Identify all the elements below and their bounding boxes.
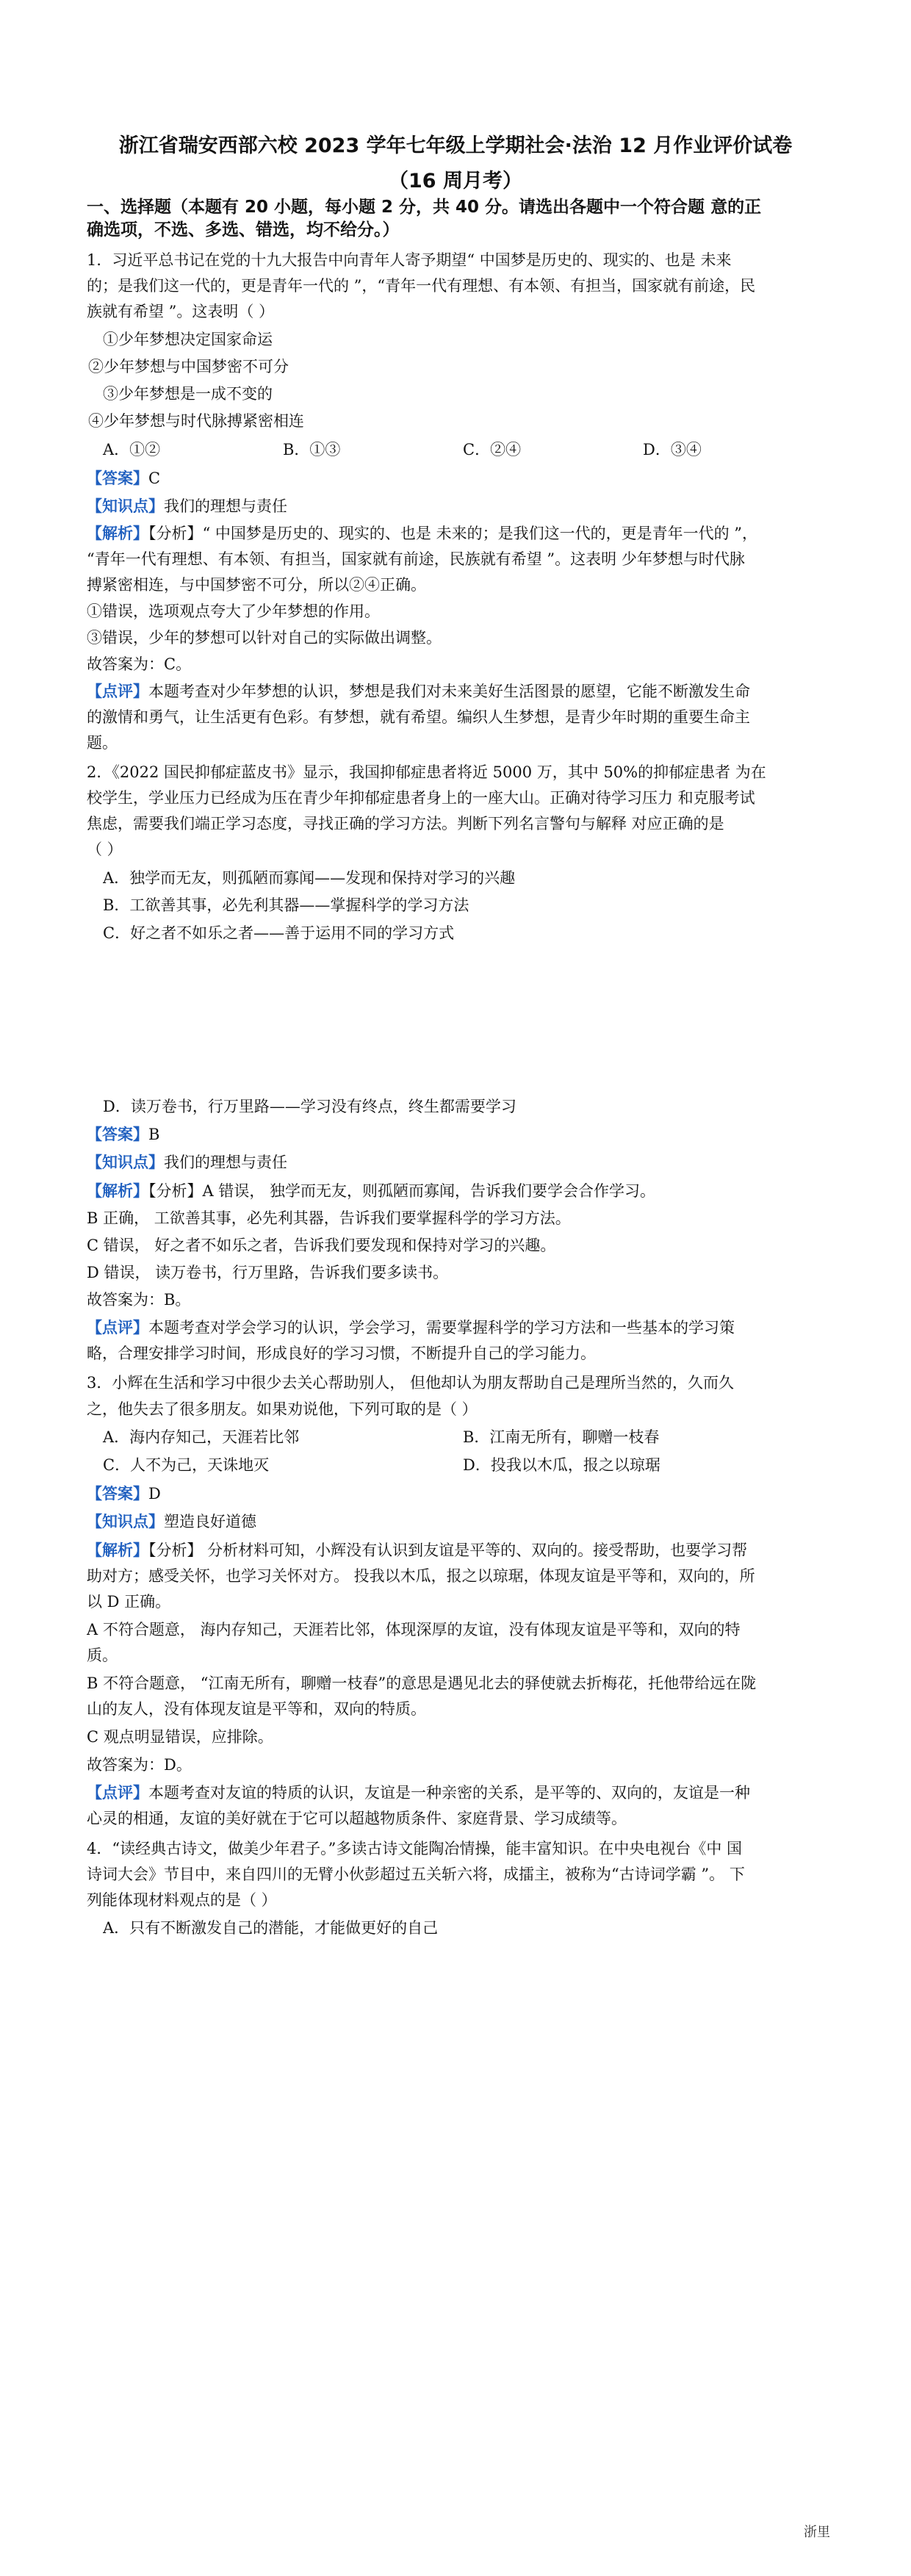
option-d: D．③④ xyxy=(643,441,702,458)
q3-analysis: 以 D 正确。 xyxy=(87,1593,171,1611)
option-a: A．海内存知己，天涯若比邻 xyxy=(103,1428,300,1446)
q1-stem: 1．习近平总书记在党的十九大报告中向青年人寄予期望“ 中国梦是历史的、现实的、也是 未来 xyxy=(87,251,732,269)
page-footer: 浙里 xyxy=(804,2525,830,2540)
q2-stem: 2．《2022 国民抑郁症蓝皮书》显示，我国抑郁症患者将近 5000 万，其中 50%的抑郁症患者 为在 xyxy=(87,763,766,781)
q3-stem: 3．小辉在生活和学习中很少去关心帮助别人， 但他却认为朋友帮助自己是理所当然的，久而久 xyxy=(87,1374,735,1392)
knowledge-value: 塑造良好道德 xyxy=(164,1513,256,1530)
q1-knowledge xyxy=(87,496,829,517)
q2-option-d: D．读万卷书，行万里路——学习没有终点，终生都需要学习 xyxy=(103,1098,516,1115)
q2-option-b: B．工欲善其事，必先利其器——掌握科学的学习方法 xyxy=(103,896,469,914)
exam-title: 浙江省瑞安西部六校 2023 学年七年级上学期社会·法治 12 月作业评价试卷 xyxy=(118,134,793,157)
q2-analysis: C 错误， 好之者不如乐之者，告诉我们要发现和保持对学习的兴趣。 xyxy=(87,1237,556,1254)
analysis-text: 【分析】A 错误， 独学而无友，则孤陋而寡闻，告诉我们要学会合作学习。 xyxy=(148,1182,656,1200)
analysis-tag: 【解析】 xyxy=(87,524,148,542)
q4-stem: 4．“读经典古诗文，做美少年君子。”多读古诗文能陶冶情操，能丰富知识。在中央电视台《中 国 xyxy=(87,1840,743,1857)
exam-subtitle: （16 周月考） xyxy=(389,170,522,193)
q1-statement: ③少年梦想是一成不变的 xyxy=(103,385,273,403)
q3-analysis: 故答案为：D。 xyxy=(87,1756,192,1774)
q3-stem: 之，他失去了很多朋友。如果劝说他，下列可取的是（ ） xyxy=(87,1400,478,1418)
answer-tag: 【答案】 xyxy=(87,469,148,487)
answer-value: D xyxy=(148,1485,161,1503)
analysis-tag: 【解析】 xyxy=(87,1181,148,1200)
analysis-text: 【分析】“ 中国梦是历史的、现实的、也是 未来的；是我们这一代的，更是青年一代的 ”， xyxy=(148,525,757,542)
comment-tag: 【点评】 xyxy=(87,1318,148,1336)
q3-analysis: B 不符合题意， “江南无所有，聊赠一枝春”的意思是遇见北去的驿使就去折梅花，托他带给远在陇 xyxy=(87,1674,757,1692)
q2-comment xyxy=(87,1317,829,1338)
knowledge-tag: 【知识点】 xyxy=(87,1153,164,1171)
q1-answer xyxy=(87,468,829,489)
q4-stem: 列能体现材料观点的是（ ） xyxy=(87,1891,277,1909)
q1-analysis xyxy=(87,523,829,544)
q1-statement: ①少年梦想决定国家命运 xyxy=(103,331,273,348)
q3-analysis: 助对方；感受关怀，也学习关怀对方。 投我以木瓜，报之以琼琚，体现友谊是平等和，双向的，所 xyxy=(87,1567,755,1585)
q2-option-a: A．独学而无友，则孤陋而寡闻——发现和保持对学习的兴趣 xyxy=(103,869,516,887)
comment-text: 本题考查对学会学习的认识，学会学习，需要掌握科学的学习方法和一些基本的学习策 xyxy=(148,1319,735,1336)
q3-analysis xyxy=(87,1540,829,1561)
q1-stem: 的；是我们这一代的，更是青年一代的 ”，“青年一代有理想、有本领、有担当，国家就有前途，民 xyxy=(87,277,756,295)
q2-analysis: 故答案为：B。 xyxy=(87,1291,191,1309)
analysis-tag: 【解析】 xyxy=(87,1541,148,1559)
q1-analysis: ③错误，少年的梦想可以针对自己的实际做出调整。 xyxy=(87,629,442,647)
q2-comment: 略，合理安排学习时间，形成良好的学习习惯，不断提升自己的学习能力。 xyxy=(87,1345,596,1362)
q2-analysis xyxy=(87,1181,829,1201)
answer-tag: 【答案】 xyxy=(87,1125,148,1143)
q3-options-row1 xyxy=(103,1427,830,1447)
comment-tag: 【点评】 xyxy=(87,1783,148,1802)
q2-stem: 焦虑，需要我们端正学习态度，寻找正确的学习方法。判断下列名言警句与解释 对应正确的是 xyxy=(87,815,724,832)
q1-statement: ④少年梦想与时代脉搏紧密相连 xyxy=(88,412,304,430)
q3-analysis: A 不符合题意， 海内存知己，天涯若比邻，体现深厚的友谊，没有体现友谊是平等和，双向的特 xyxy=(87,1621,741,1638)
q4-stem: 诗词大会》节目中，来自四川的无臂小伙彭超过五关斩六将，成擂主，被称为“古诗词学霸 ”。 下 xyxy=(87,1866,745,1883)
knowledge-value: 我们的理想与责任 xyxy=(164,497,287,515)
knowledge-value: 我们的理想与责任 xyxy=(164,1154,287,1171)
q1-statement: ②少年梦想与中国梦密不可分 xyxy=(88,358,289,375)
q2-stem: （ ） xyxy=(87,841,123,858)
q3-answer xyxy=(87,1483,829,1504)
option-c: C．②④ xyxy=(463,441,522,458)
q2-stem: 校学生，学业压力已经成为压在青少年抑郁症患者身上的一座大山。正确对待学习压力 和克服考试 xyxy=(87,789,755,807)
q1-analysis: ①错误，选项观点夸大了少年梦想的作用。 xyxy=(87,602,380,620)
comment-text: 本题考查对友谊的特质的认识，友谊是一种亲密的关系，是平等的、双向的，友谊是一种 xyxy=(148,1784,750,1802)
q2-answer xyxy=(87,1124,829,1145)
option-b: B．江南无所有，聊赠一枝春 xyxy=(463,1428,660,1446)
section-heading: 一、选择题（本题有 20 小题，每小题 2 分，共 40 分。请选出各题中一个符合题 意的正 xyxy=(87,198,762,217)
option-d: D．投我以木瓜，报之以琼琚 xyxy=(463,1456,660,1474)
q3-comment: 心灵的相通，友谊的美好就在于它可以超越物质条件、家庭背景、学习成绩等。 xyxy=(87,1810,627,1827)
q1-comment: 的激情和勇气，让生活更有色彩。有梦想，就有希望。编织人生梦想，是青少年时期的重要生命主 xyxy=(87,708,750,726)
option-a: A．①② xyxy=(103,441,161,458)
knowledge-tag: 【知识点】 xyxy=(87,497,164,515)
answer-value: B xyxy=(148,1126,160,1143)
answer-value: C xyxy=(148,469,161,487)
section-heading-cont: 确选项，不选、多选、错选，均不给分。） xyxy=(87,220,400,240)
q3-options-row2 xyxy=(103,1455,830,1475)
q2-knowledge xyxy=(87,1152,829,1173)
q1-comment: 题。 xyxy=(87,734,118,752)
q2-analysis: D 错误， 读万卷书，行万里路，告诉我们要多读书。 xyxy=(87,1264,449,1281)
q1-comment xyxy=(87,681,829,702)
option-c: C．人不为己，天诛地灭 xyxy=(103,1456,270,1474)
q3-analysis: 质。 xyxy=(87,1647,118,1664)
q2-option-c: C．好之者不如乐之者——善于运用不同的学习方式 xyxy=(103,924,455,942)
knowledge-tag: 【知识点】 xyxy=(87,1512,164,1530)
q3-analysis: 山的友人，没有体现友谊是平等和，双向的特质。 xyxy=(87,1700,426,1718)
q1-analysis: “青年一代有理想、有本领、有担当，国家就有前途，民族就有希望 ”。这表明 少年梦想与时代脉 xyxy=(87,550,745,568)
comment-text: 本题考查对少年梦想的认识，梦想是我们对未来美好生活图景的愿望，它能不断激发生命 xyxy=(148,683,750,700)
analysis-text: 【分析】 分析材料可知，小辉没有认识到友谊是平等的、双向的。接受帮助，也要学习帮 xyxy=(148,1541,748,1559)
q1-stem: 族就有希望 ”。这表明（ ） xyxy=(87,303,275,320)
comment-tag: 【点评】 xyxy=(87,682,148,700)
q2-analysis: B 正确， 工欲善其事，必先利其器，告诉我们要掌握科学的学习方法。 xyxy=(87,1209,571,1227)
q3-analysis: C 观点明显错误，应排除。 xyxy=(87,1728,273,1746)
q4-option-a: A．只有不断激发自己的潜能，才能做更好的自己 xyxy=(103,1919,439,1937)
q1-options xyxy=(103,439,830,460)
answer-tag: 【答案】 xyxy=(87,1484,148,1503)
option-b: B．①③ xyxy=(283,441,341,458)
q3-comment xyxy=(87,1782,829,1803)
q3-knowledge xyxy=(87,1511,829,1532)
q1-analysis: 搏紧密相连，与中国梦密不可分，所以②④正确。 xyxy=(87,576,426,594)
q1-analysis: 故答案为：C。 xyxy=(87,655,192,673)
